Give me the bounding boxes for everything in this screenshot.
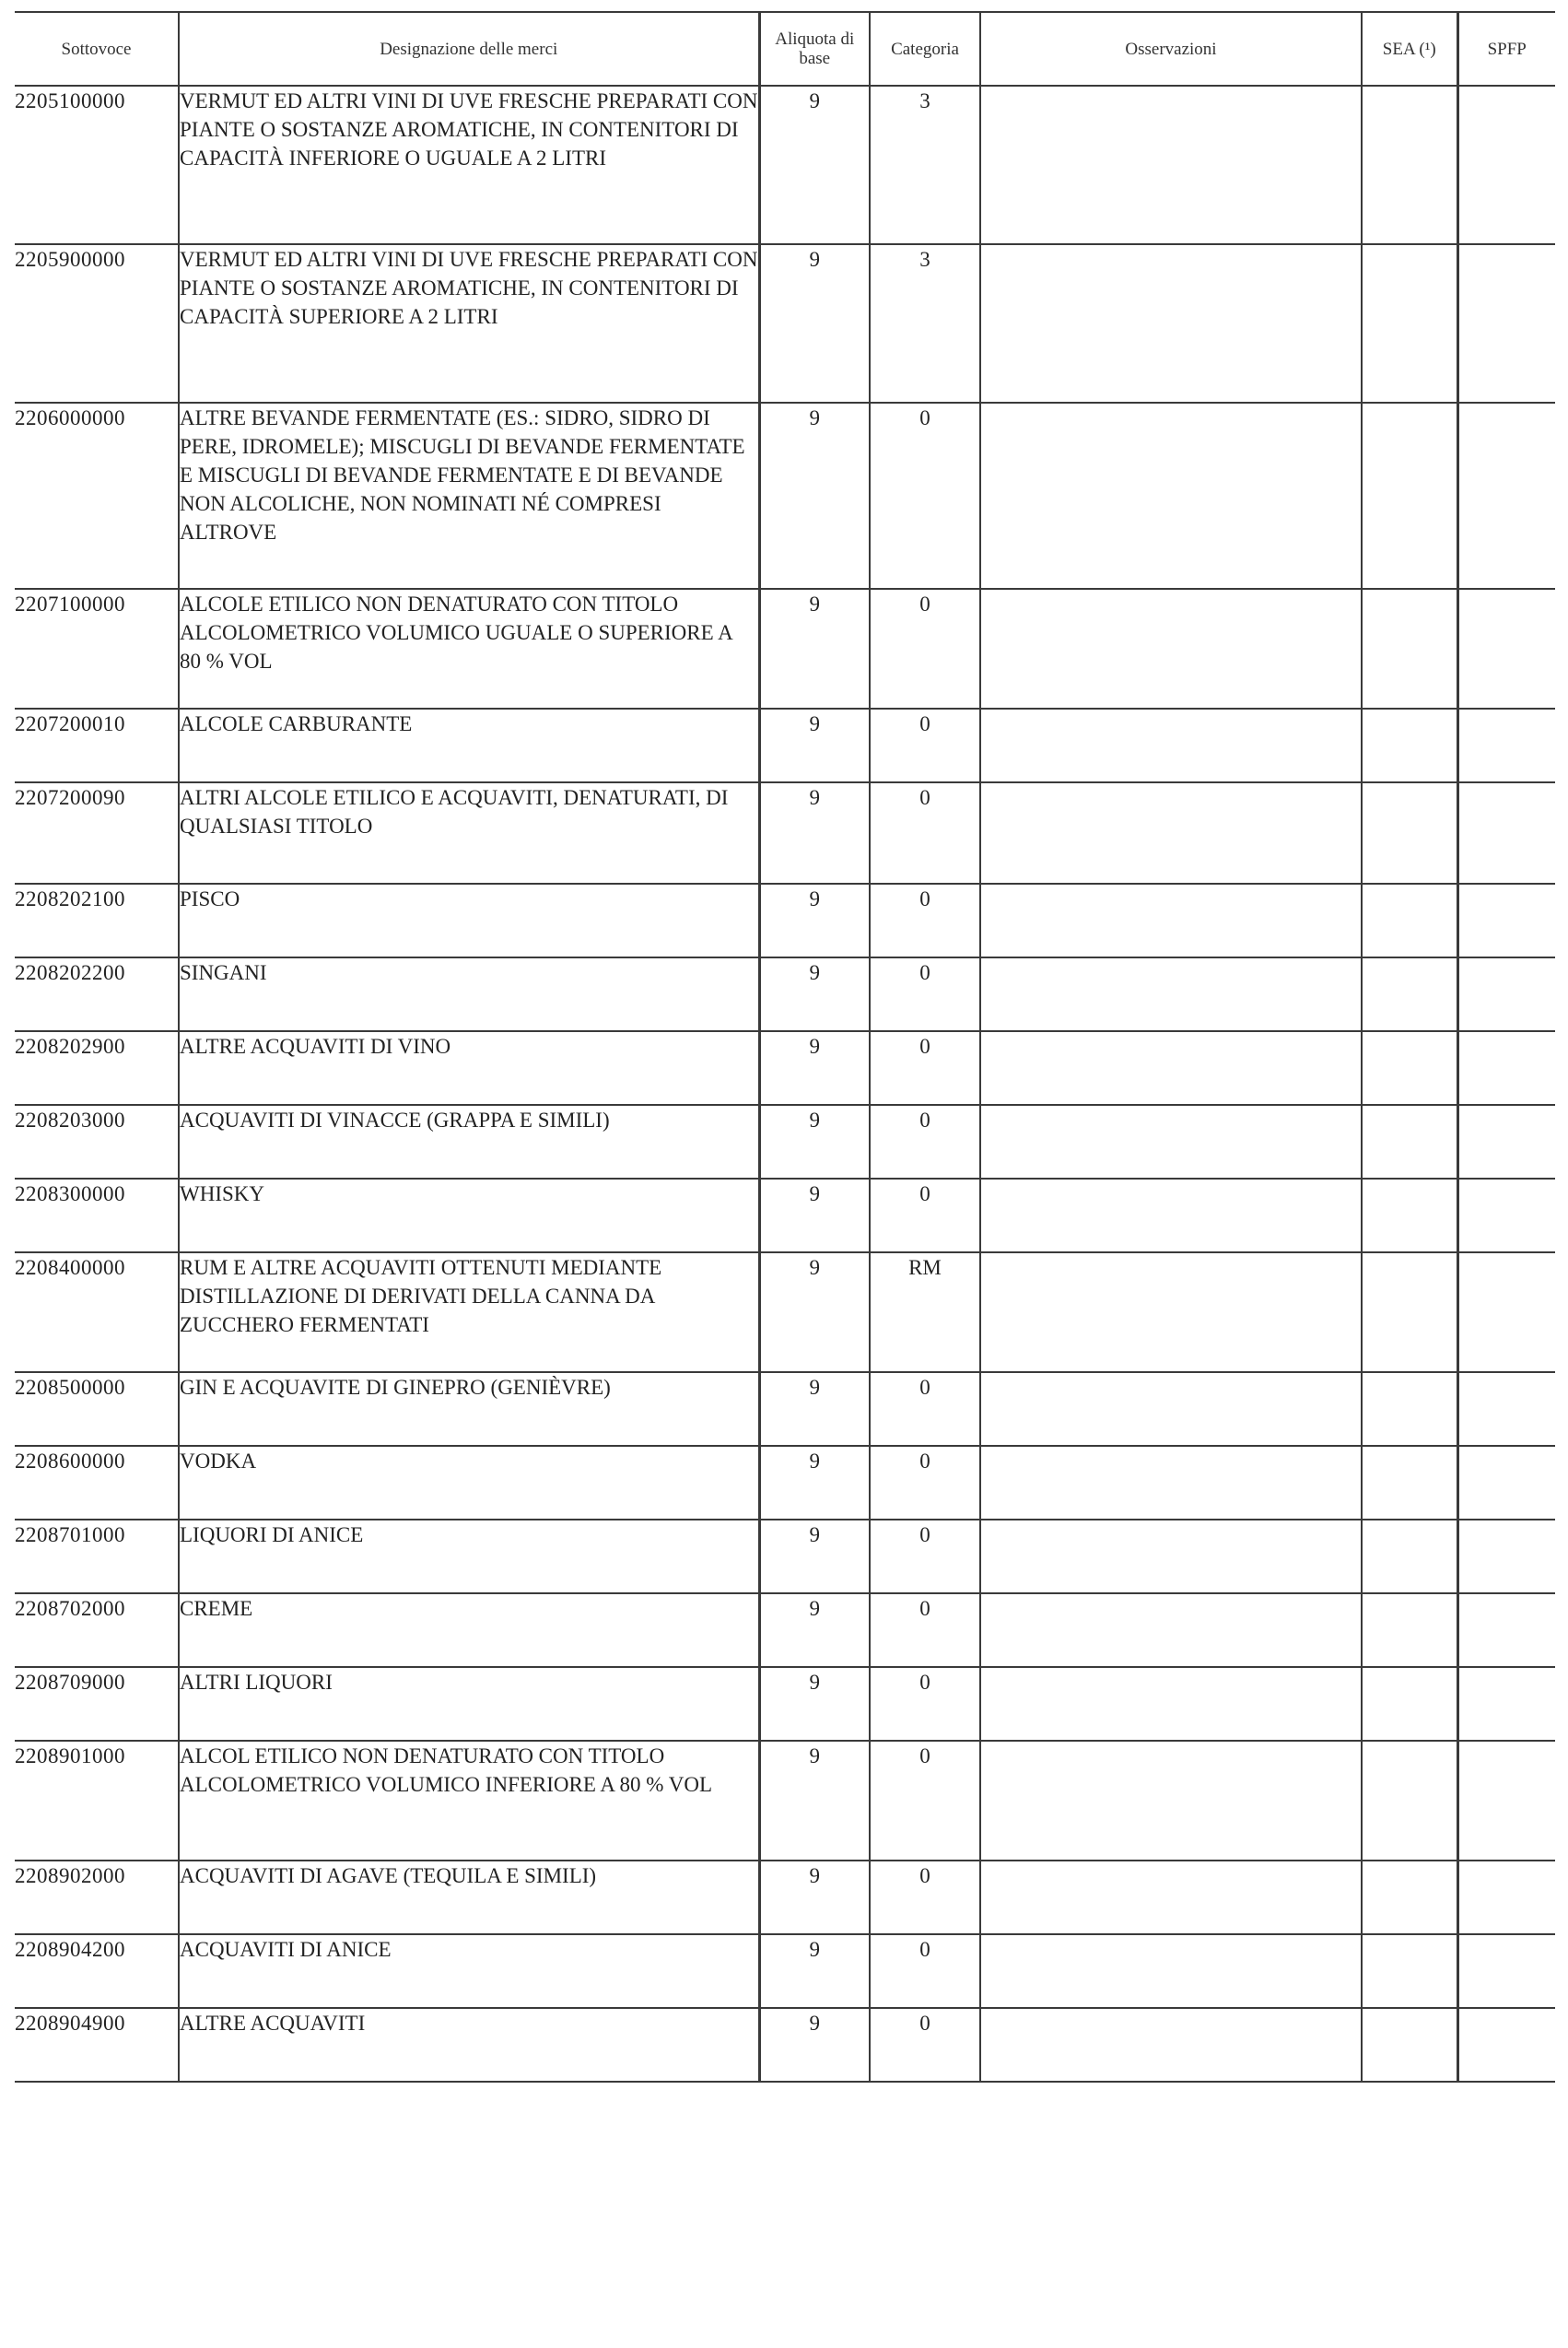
table-row xyxy=(15,782,1555,884)
cell-category: 0 xyxy=(870,1593,980,1667)
cell-notes xyxy=(980,1372,1362,1446)
cell-description: ALTRE ACQUAVITI xyxy=(179,2008,759,2082)
cell-spfp xyxy=(1457,1179,1555,1252)
cell-code: 2205900000 xyxy=(15,244,179,403)
cell-category: 0 xyxy=(870,1741,980,1861)
cell-description: CREME xyxy=(179,1593,759,1667)
cell-code: 2207200090 xyxy=(15,782,179,884)
cell-category: 0 xyxy=(870,1031,980,1105)
table-row xyxy=(15,884,1555,957)
cell-notes xyxy=(980,1179,1362,1252)
cell-notes xyxy=(980,1861,1362,1934)
cell-category: 0 xyxy=(870,1105,980,1179)
cell-sea xyxy=(1362,1252,1457,1372)
cell-spfp xyxy=(1457,244,1555,403)
header-rate: Aliquota di base xyxy=(759,12,870,86)
cell-description: LIQUORI DI ANICE xyxy=(179,1520,759,1593)
cell-rate: 9 xyxy=(759,1105,870,1179)
cell-rate: 9 xyxy=(759,86,870,244)
table-row xyxy=(15,1934,1555,2008)
cell-sea xyxy=(1362,1372,1457,1446)
cell-category: 0 xyxy=(870,957,980,1031)
cell-code: 2208709000 xyxy=(15,1667,179,1741)
cell-rate: 9 xyxy=(759,1934,870,2008)
cell-spfp xyxy=(1457,403,1555,589)
cell-code: 2208202200 xyxy=(15,957,179,1031)
cell-sea xyxy=(1362,884,1457,957)
cell-spfp xyxy=(1457,589,1555,709)
cell-description: ACQUAVITI DI AGAVE (TEQUILA E SIMILI) xyxy=(179,1861,759,1934)
table-row xyxy=(15,244,1555,403)
cell-notes xyxy=(980,1446,1362,1520)
table-row xyxy=(15,1372,1555,1446)
cell-description: VERMUT ED ALTRI VINI DI UVE FRESCHE PREPARATI CON PIANTE O SOSTANZE AROMATICHE, IN CONTENITORI DI CAPACITÀ INFERIORE O UGUALE A 2 LITRI xyxy=(179,86,759,244)
cell-notes xyxy=(980,1934,1362,2008)
cell-description: GIN E ACQUAVITE DI GINEPRO (GENIÈVRE) xyxy=(179,1372,759,1446)
cell-category: RM xyxy=(870,1252,980,1372)
cell-spfp xyxy=(1457,1372,1555,1446)
cell-spfp xyxy=(1457,1446,1555,1520)
table-body xyxy=(15,86,1555,2082)
cell-rate: 9 xyxy=(759,957,870,1031)
tariff-table xyxy=(15,11,1555,2083)
table-row xyxy=(15,1520,1555,1593)
cell-spfp xyxy=(1457,1252,1555,1372)
cell-code: 2207200010 xyxy=(15,709,179,782)
cell-description: PISCO xyxy=(179,884,759,957)
cell-sea xyxy=(1362,589,1457,709)
cell-description: ACQUAVITI DI ANICE xyxy=(179,1934,759,2008)
cell-description: ALTRE BEVANDE FERMENTATE (ES.: SIDRO, SIDRO DI PERE, IDROMELE); MISCUGLI DI BEVANDE FERMENTATE E MISCUGLI DI BEVANDE FERMENTATE E DI BEVANDE NON ALCOLICHE, NON NOMINATI NÉ COMPRESI ALTROVE xyxy=(179,403,759,589)
cell-rate: 9 xyxy=(759,589,870,709)
cell-sea xyxy=(1362,1031,1457,1105)
cell-rate: 9 xyxy=(759,1179,870,1252)
cell-category: 0 xyxy=(870,403,980,589)
cell-code: 2208901000 xyxy=(15,1741,179,1861)
cell-category: 0 xyxy=(870,709,980,782)
cell-sea xyxy=(1362,1934,1457,2008)
cell-sea xyxy=(1362,244,1457,403)
cell-sea xyxy=(1362,403,1457,589)
cell-rate: 9 xyxy=(759,1372,870,1446)
cell-spfp xyxy=(1457,2008,1555,2082)
table-row xyxy=(15,1031,1555,1105)
cell-notes xyxy=(980,884,1362,957)
cell-sea xyxy=(1362,1593,1457,1667)
cell-category: 0 xyxy=(870,2008,980,2082)
cell-code: 2208904200 xyxy=(15,1934,179,2008)
cell-code: 2208904900 xyxy=(15,2008,179,2082)
cell-rate: 9 xyxy=(759,1446,870,1520)
table-row xyxy=(15,403,1555,589)
cell-description: ALTRE ACQUAVITI DI VINO xyxy=(179,1031,759,1105)
cell-sea xyxy=(1362,86,1457,244)
cell-spfp xyxy=(1457,957,1555,1031)
cell-code: 2207100000 xyxy=(15,589,179,709)
cell-notes xyxy=(980,589,1362,709)
table-header xyxy=(15,12,1555,86)
cell-description: ALTRI ALCOLE ETILICO E ACQUAVITI, DENATURATI, DI QUALSIASI TITOLO xyxy=(179,782,759,884)
table-row xyxy=(15,1861,1555,1934)
cell-notes xyxy=(980,709,1362,782)
cell-spfp xyxy=(1457,1741,1555,1861)
cell-notes xyxy=(980,1252,1362,1372)
table-row xyxy=(15,957,1555,1031)
cell-description: ALCOL ETILICO NON DENATURATO CON TITOLO ALCOLOMETRICO VOLUMICO INFERIORE A 80 % VOL xyxy=(179,1741,759,1861)
cell-rate: 9 xyxy=(759,1252,870,1372)
cell-rate: 9 xyxy=(759,884,870,957)
cell-sea xyxy=(1362,1861,1457,1934)
cell-spfp xyxy=(1457,884,1555,957)
table-row xyxy=(15,589,1555,709)
table-row xyxy=(15,1252,1555,1372)
cell-sea xyxy=(1362,1105,1457,1179)
cell-notes xyxy=(980,1105,1362,1179)
cell-description: ALCOLE ETILICO NON DENATURATO CON TITOLO ALCOLOMETRICO VOLUMICO UGUALE O SUPERIORE A 80 % VOL xyxy=(179,589,759,709)
cell-description: SINGANI xyxy=(179,957,759,1031)
cell-sea xyxy=(1362,1741,1457,1861)
cell-spfp xyxy=(1457,1031,1555,1105)
cell-notes xyxy=(980,957,1362,1031)
cell-notes xyxy=(980,1031,1362,1105)
cell-rate: 9 xyxy=(759,1593,870,1667)
cell-spfp xyxy=(1457,782,1555,884)
cell-sea xyxy=(1362,2008,1457,2082)
cell-rate: 9 xyxy=(759,709,870,782)
cell-code: 2208300000 xyxy=(15,1179,179,1252)
cell-notes xyxy=(980,782,1362,884)
cell-code: 2208202900 xyxy=(15,1031,179,1105)
cell-code: 2205100000 xyxy=(15,86,179,244)
header-notes: Osservazioni xyxy=(980,12,1362,86)
header-description: Designazione delle merci xyxy=(179,12,759,86)
cell-category: 0 xyxy=(870,1179,980,1252)
cell-code: 2208203000 xyxy=(15,1105,179,1179)
header-spfp: SPFP xyxy=(1457,12,1555,86)
cell-notes xyxy=(980,1741,1362,1861)
cell-code: 2208902000 xyxy=(15,1861,179,1934)
cell-notes xyxy=(980,1520,1362,1593)
cell-sea xyxy=(1362,957,1457,1031)
cell-category: 0 xyxy=(870,1667,980,1741)
cell-spfp xyxy=(1457,1934,1555,2008)
cell-category: 0 xyxy=(870,1372,980,1446)
cell-rate: 9 xyxy=(759,782,870,884)
cell-description: ALCOLE CARBURANTE xyxy=(179,709,759,782)
cell-code: 2208400000 xyxy=(15,1252,179,1372)
cell-code: 2206000000 xyxy=(15,403,179,589)
cell-sea xyxy=(1362,1446,1457,1520)
cell-spfp xyxy=(1457,1667,1555,1741)
cell-notes xyxy=(980,244,1362,403)
cell-category: 0 xyxy=(870,1446,980,1520)
header-code: Sottovoce xyxy=(15,12,179,86)
cell-spfp xyxy=(1457,1861,1555,1934)
cell-sea xyxy=(1362,1520,1457,1593)
cell-description: WHISKY xyxy=(179,1179,759,1252)
cell-sea xyxy=(1362,1179,1457,1252)
cell-description: VODKA xyxy=(179,1446,759,1520)
cell-rate: 9 xyxy=(759,403,870,589)
table-row xyxy=(15,1446,1555,1520)
cell-rate: 9 xyxy=(759,1520,870,1593)
table-row xyxy=(15,1667,1555,1741)
cell-rate: 9 xyxy=(759,1667,870,1741)
cell-spfp xyxy=(1457,1520,1555,1593)
cell-category: 0 xyxy=(870,1861,980,1934)
cell-spfp xyxy=(1457,709,1555,782)
header-category: Categoria xyxy=(870,12,980,86)
cell-rate: 9 xyxy=(759,1861,870,1934)
cell-code: 2208600000 xyxy=(15,1446,179,1520)
cell-sea xyxy=(1362,782,1457,884)
cell-description: ALTRI LIQUORI xyxy=(179,1667,759,1741)
cell-spfp xyxy=(1457,1593,1555,1667)
cell-category: 0 xyxy=(870,589,980,709)
cell-notes xyxy=(980,86,1362,244)
table-row xyxy=(15,2008,1555,2082)
cell-category: 3 xyxy=(870,86,980,244)
cell-sea xyxy=(1362,1667,1457,1741)
cell-code: 2208702000 xyxy=(15,1593,179,1667)
cell-rate: 9 xyxy=(759,1031,870,1105)
cell-sea xyxy=(1362,709,1457,782)
table-row xyxy=(15,86,1555,244)
cell-notes xyxy=(980,1593,1362,1667)
cell-rate: 9 xyxy=(759,2008,870,2082)
table-row xyxy=(15,1593,1555,1667)
table-row xyxy=(15,709,1555,782)
header-row xyxy=(15,12,1555,86)
cell-description: VERMUT ED ALTRI VINI DI UVE FRESCHE PREPARATI CON PIANTE O SOSTANZE AROMATICHE, IN CONTENITORI DI CAPACITÀ SUPERIORE A 2 LITRI xyxy=(179,244,759,403)
cell-notes xyxy=(980,1667,1362,1741)
cell-notes xyxy=(980,2008,1362,2082)
cell-spfp xyxy=(1457,1105,1555,1179)
cell-category: 0 xyxy=(870,1934,980,2008)
header-sea: SEA (¹) xyxy=(1362,12,1457,86)
cell-description: RUM E ALTRE ACQUAVITI OTTENUTI MEDIANTE DISTILLAZIONE DI DERIVATI DELLA CANNA DA ZUCCHERO FERMENTATI xyxy=(179,1252,759,1372)
cell-category: 0 xyxy=(870,884,980,957)
table-row xyxy=(15,1741,1555,1861)
cell-category: 3 xyxy=(870,244,980,403)
cell-code: 2208202100 xyxy=(15,884,179,957)
table-row xyxy=(15,1105,1555,1179)
table-row xyxy=(15,1179,1555,1252)
cell-code: 2208701000 xyxy=(15,1520,179,1593)
cell-category: 0 xyxy=(870,1520,980,1593)
cell-rate: 9 xyxy=(759,244,870,403)
cell-notes xyxy=(980,403,1362,589)
cell-description: ACQUAVITI DI VINACCE (GRAPPA E SIMILI) xyxy=(179,1105,759,1179)
cell-code: 2208500000 xyxy=(15,1372,179,1446)
cell-category: 0 xyxy=(870,782,980,884)
cell-rate: 9 xyxy=(759,1741,870,1861)
cell-spfp xyxy=(1457,86,1555,244)
